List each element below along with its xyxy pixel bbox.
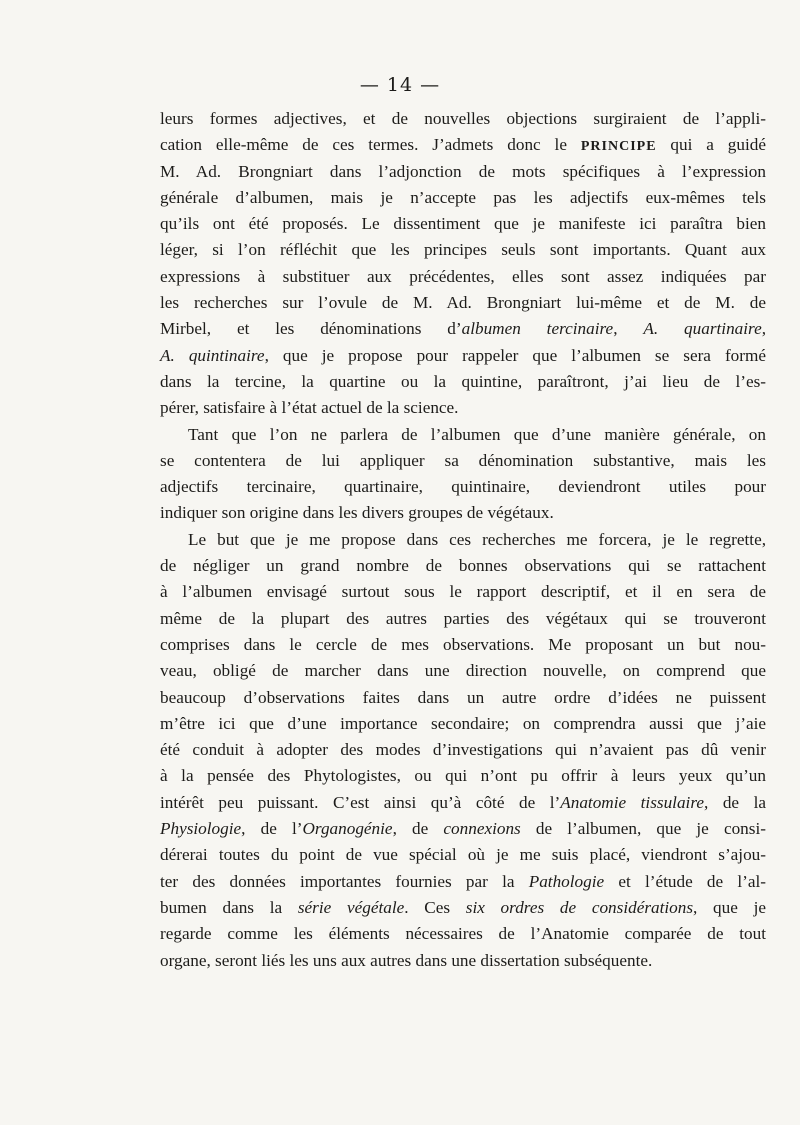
text-line: expressions à substituer aux précédentes, elles sont assez indiquées par: [160, 266, 766, 286]
text-line: comprises dans le cercle de mes observations. Me proposant un but nou-: [160, 634, 766, 654]
text-line: beaucoup d’observations faites dans un autre ordre d’idées ne puissent: [160, 687, 766, 707]
small-caps-word: PRINCIPE: [580, 139, 657, 155]
text-line: Le but que je me propose dans ces recherches me forcera, je le regrette,: [188, 529, 766, 549]
italic-term: A. quartinaire: [643, 319, 762, 339]
text-line: léger, si l’on réfléchit que les principes seuls sont importants. Quant aux: [160, 240, 766, 260]
italic-term: connexions: [443, 819, 521, 839]
text-line: dérerai toutes du point de vue spécial où je me suis placé, viendront s’ajou-: [160, 845, 766, 865]
text-line: se contentera de lui appliquer sa dénomination substantive, mais les: [160, 450, 766, 470]
text-line: veau, obligé de marcher dans une direction nouvelle, on comprend que: [160, 661, 766, 681]
text-line: les recherches sur l’ovule de M. Ad. Brongniart lui-même et de M. de: [160, 293, 766, 313]
text-line: Tant que l’on ne parlera de l’albumen que d’une manière générale, on: [188, 424, 766, 444]
text-line: indiquer son origine dans les divers groupes de végétaux.: [160, 503, 554, 523]
italic-term: Anatomie tissulaire: [560, 792, 704, 812]
text-line: même de la plupart des autres parties des végétaux qui se trouveront: [160, 608, 766, 628]
text-line: qu’ils ont été proposés. Le dissentiment que je manifeste ici paraîtra bien: [160, 214, 766, 234]
italic-term: Pathologie: [528, 871, 605, 891]
italic-term: Physiologie: [160, 819, 242, 839]
text-line: leurs formes adjectives, et de nouvelles objections surgiraient de l’appli-: [160, 109, 766, 128]
text-line: organe, seront liés les uns aux autres dans une dissertation subséquente.: [160, 950, 653, 970]
text-line: m’être ici que d’une importance secondaire; on comprendra aussi que j’aie: [160, 713, 766, 733]
text-line: Mirbel, et les dénominations d’albumen tercinaire, A. quartinaire,: [160, 319, 767, 339]
text-line: intérêt peu puissant. C’est ainsi qu’à côté de l’Anatomie tissulaire, de la: [160, 792, 766, 812]
italic-term: albumen tercinaire: [461, 319, 614, 339]
page-number: — 14 —: [359, 74, 441, 96]
body-text: [160, 106, 766, 974]
text-line: cation elle-même de ces termes. J’admets donc le PRINCIPE qui a guidé: [160, 135, 766, 155]
text-line: A. quintinaire, que je propose pour rappeler que l’albumen se sera formé: [160, 345, 766, 365]
text-line: générale d’albumen, mais je n’accepte pas les adjectifs eux-mêmes tels: [160, 187, 766, 207]
text-line: regarde comme les éléments nécessaires de l’Anatomie comparée de tout: [160, 924, 766, 944]
italic-term: série végétale: [297, 897, 405, 917]
text-line: dans la tercine, la quartine ou la quintine, paraîtront, j’ai lieu de l’es-: [160, 371, 766, 391]
text-line: de négliger un grand nombre de bonnes observations qui se rattachent: [160, 556, 766, 576]
italic-term: A. quintinaire: [160, 345, 265, 365]
text-line: bumen dans la série végétale. Ces six ordres de considérations, que je: [160, 897, 766, 917]
text-line: à la pensée des Phytologistes, ou qui n’ont pu offrir à leurs yeux qu’un: [160, 766, 766, 786]
text-line: Physiologie, de l’Organogénie, de connexions de l’albumen, que je consi-: [160, 819, 766, 839]
text-line: adjectifs tercinaire, quartinaire, quintinaire, deviendront utiles pour: [160, 477, 766, 497]
text-line: M. Ad. Brongniart dans l’adjonction de mots spécifiques à l’expression: [160, 161, 766, 181]
text-line: été conduit à adopter des modes d’investigations qui n’avaient pas dû venir: [160, 740, 766, 760]
italic-term: Organogénie: [302, 819, 393, 839]
text-line: à l’albumen envisagé surtout sous le rapport descriptif, et il en sera de: [160, 582, 766, 602]
italic-term: six ordres de considérations: [465, 897, 694, 917]
text-line: ter des données importantes fournies par la Pathologie et l’étude de l’al-: [160, 871, 766, 891]
text-line: pérer, satisfaire à l’état actuel de la science.: [160, 398, 459, 418]
